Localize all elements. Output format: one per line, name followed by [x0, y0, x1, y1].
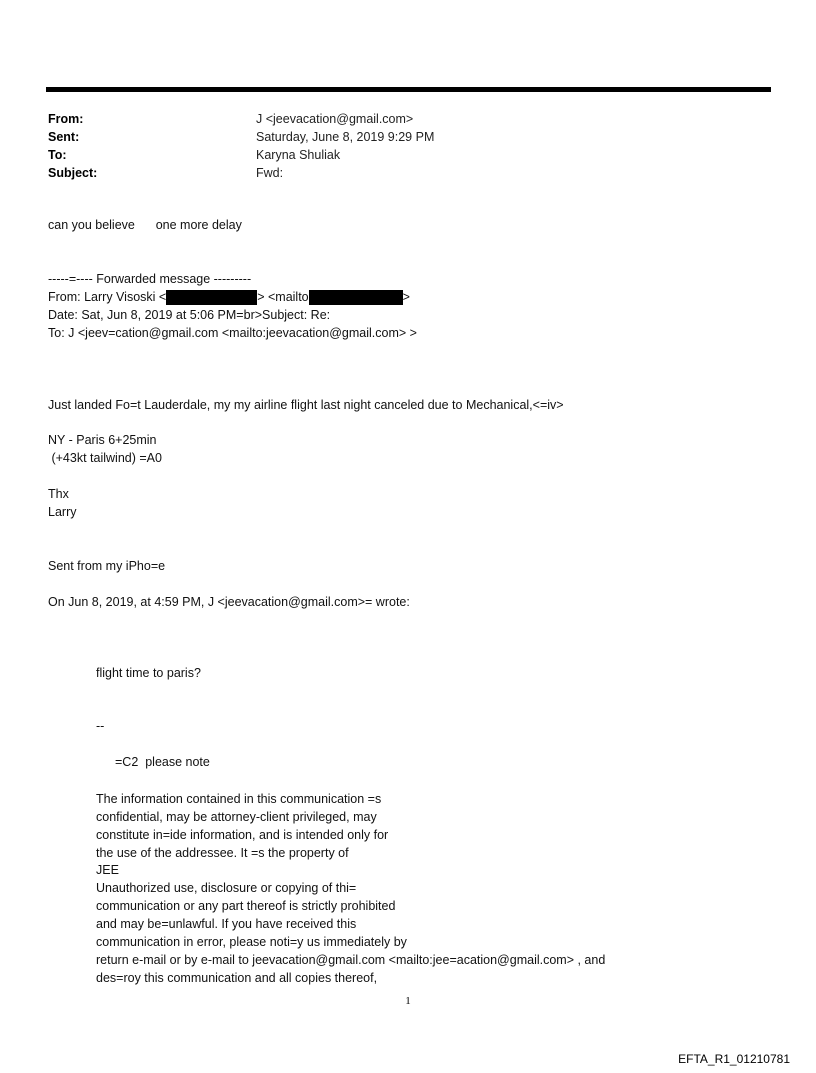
header-subject-row [48, 164, 748, 182]
disclaimer-line: communication or any part thereof is strictly prohibited [96, 899, 396, 913]
reply-line-3: (+43kt tailwind) =A0 [48, 451, 162, 465]
reply-line-1: Just landed Fo=t Lauderdale, my my airline flight last night canceled due to Mechanical,<=iv> [48, 398, 564, 412]
please-note: =C2 please note [115, 755, 210, 769]
reply-line-5: Larry [48, 505, 77, 519]
redaction-bar [309, 290, 403, 305]
disclaimer-line: the use of the addressee. It =s the property of [96, 846, 349, 860]
subject-label: Subject: [48, 166, 98, 180]
forwarded-from-suffix: > [402, 290, 410, 304]
disclaimer-line: return e-mail or by e-mail to jeevacation@gmail.com <mailto:jee=acation@gmail.com> , and [96, 953, 606, 967]
forwarded-date-line: Date: Sat, Jun 8, 2019 at 5:06 PM=br>Subject: Re: [48, 308, 331, 322]
header-rule [46, 87, 771, 92]
disclaimer-line: Unauthorized use, disclosure or copying of thi= [96, 881, 357, 895]
sent-value: Saturday, June 8, 2019 9:29 PM [256, 130, 435, 144]
disclaimer-line: JEE [96, 863, 119, 877]
disclaimer-line: confidential, may be attorney-client privileged, may [96, 810, 377, 824]
quoted-question: flight time to paris? [96, 666, 201, 680]
subject-value: Fwd: [256, 166, 284, 180]
signature-dash: -- [96, 719, 105, 733]
disclaimer-line: The information contained in this communication =s [96, 792, 382, 806]
reply-line-7: On Jun 8, 2019, at 4:59 PM, J <jeevacation@gmail.com>= wrote: [48, 595, 410, 609]
reply-line-2: NY - Paris 6+25min [48, 433, 157, 447]
page-number: 1 [405, 995, 411, 1007]
header-sent-row [48, 128, 748, 146]
to-label: To: [48, 148, 67, 162]
forwarded-from-mid: > <mailto [257, 290, 309, 304]
from-value: J <jeevacation@gmail.com> [256, 112, 414, 126]
sent-label: Sent: [48, 130, 80, 144]
from-label: From: [48, 112, 84, 126]
redaction-bar [166, 290, 257, 305]
disclaimer-line: des=roy this communication and all copies thereof, [96, 971, 378, 985]
forwarded-from-line [48, 288, 410, 306]
forwarded-divider: -----=---- Forwarded message --------- [48, 272, 252, 286]
disclaimer-line: constitute in=ide information, and is intended only for [96, 828, 389, 842]
forwarded-from-prefix: From: Larry Visoski < [48, 290, 167, 304]
intro-text: can you believe one more delay [48, 218, 242, 232]
reply-line-6: Sent from my iPho=e [48, 559, 166, 573]
disclaimer-line: and may be=unlawful. If you have received this [96, 917, 357, 931]
email-header [48, 110, 748, 182]
document-id: EFTA_R1_01210781 [678, 1052, 790, 1066]
reply-line-4: Thx [48, 487, 69, 501]
header-from-row [48, 110, 748, 128]
header-to-row [48, 146, 748, 164]
disclaimer-line: communication in error, please noti=y us immediately by [96, 935, 407, 949]
forwarded-to-line: To: J <jeev=cation@gmail.com <mailto:jeevacation@gmail.com> > [48, 326, 417, 340]
to-value: Karyna Shuliak [256, 148, 341, 162]
